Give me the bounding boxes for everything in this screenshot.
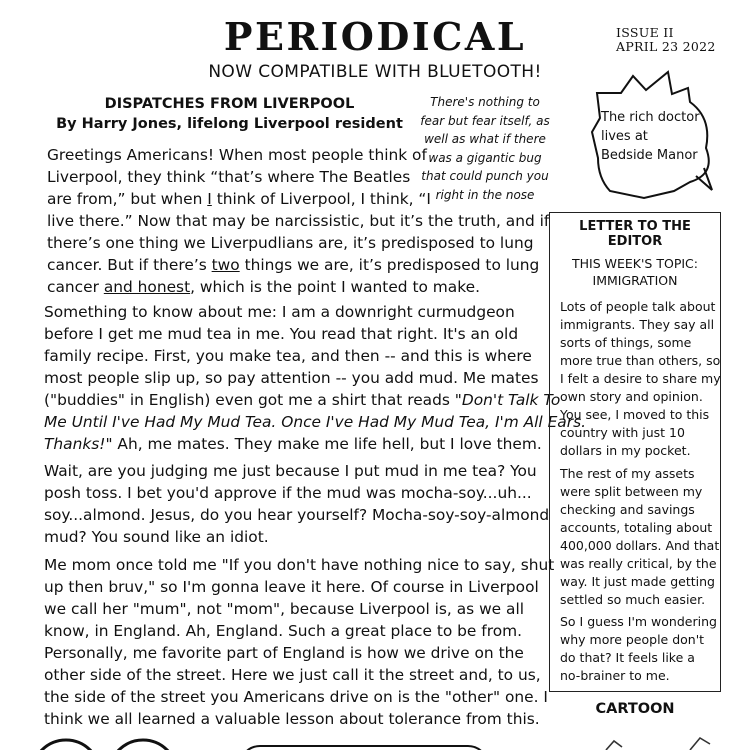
issue-date: APRIL 23 2022 [616, 39, 716, 54]
article-paragraph-1: Greetings Americans! When most people think of Liverpool, they think “that’s where The Beatles are from,” but when I think of Liverpool, I think, “I live there.” Now that may be narcissistic, but it’s the truth, and if there’s one thing we Liverpudlians are, it’s predisposed to lung cancer. But if there’s two things we are, it’s predisposed to lung cancer and honest, which is the point I wanted to make. [47, 146, 550, 296]
speech-bubble-tail [696, 168, 712, 190]
article-byline: By Harry Jones, lifelong Liverpool resident [56, 116, 403, 132]
article-headline: DISPATCHES FROM LIVERPOOL [104, 96, 355, 112]
cartoon-sketch [606, 738, 710, 750]
letter-paragraph-3: So I guess I'm wondering why more people don't do that? It feels like a no-brainer to me. [560, 614, 717, 683]
speech-bubble-text: The rich doctor lives at Bedside Manor [601, 110, 700, 163]
cartoon-label: CARTOON [595, 701, 675, 717]
bottom-rounded-frame [240, 746, 488, 750]
article-heading [52, 94, 407, 134]
article-paragraph-2: Something to know about me: I am a downright curmudgeon before I get me mud tea in me. You read that right. It's an old family recipe. First, you make tea, and then -- and this is where most people slip up, so pay attention -- you add mud. Me mates ("buddies" in English) even got me a shirt that reads "Don't Talk To Me Until I've Had My Mud Tea. Once I've Had My Mud Tea, I'm All Ears. Thanks!" Ah, me mates. They make me life hell, but I love them. [44, 303, 586, 453]
letter-title: LETTER TO THE EDITOR [579, 219, 691, 249]
issue-number: ISSUE II [616, 25, 674, 40]
article-paragraph-3: Wait, are you judging me just because I put mud in me tea? You posh toss. I bet you'd approve if the mud was mocha-soy...uh... soy...almond. Jesus, do you hear yourself? Mocha-soy-soy-almond mud? You sound like an idiot. [44, 462, 550, 546]
masthead-title: PERIODICAL [223, 14, 527, 59]
letter-paragraph-2: The rest of my assets were split between my checking and savings accounts, totaling about 400,000 dollars. And that was really critical, by the way. It just made getting settled so much easier. [560, 466, 720, 607]
issue-info [616, 26, 716, 54]
masthead-tagline: NOW COMPATIBLE WITH BLUETOOTH! [208, 62, 542, 82]
bottom-left-circles [32, 740, 177, 750]
article-paragraph-4: Me mom once told me "If you don't have nothing nice to say, shut up then bruv," so I'm gonna leave it here. Of course in Liverpool we call her "mum", not "mom", because Liverpool is, as we all know, in England. Ah, England. Such a great place to be from. Personally, me favorite part of England is how we drive on the other side of the street. Here we just call it the street and, to us, the side of the street you Americans drive on is the "other" one. I think we all learned a valuable lesson about tolerance from this. [44, 556, 555, 728]
letter-topic: THIS WEEK'S TOPIC: IMMIGRATION [572, 256, 698, 288]
letter-paragraph-1: Lots of people talk about immigrants. They say all sorts of things, some more true than others, so I felt a desire to share my own story and opinion. You see, I moved to this country with just 10 dollars in my pocket. [560, 299, 721, 458]
pull-quote: There's nothing to fear but fear itself, as well as what if there was a gigantic bug that could punch you right in the nose [420, 95, 550, 202]
